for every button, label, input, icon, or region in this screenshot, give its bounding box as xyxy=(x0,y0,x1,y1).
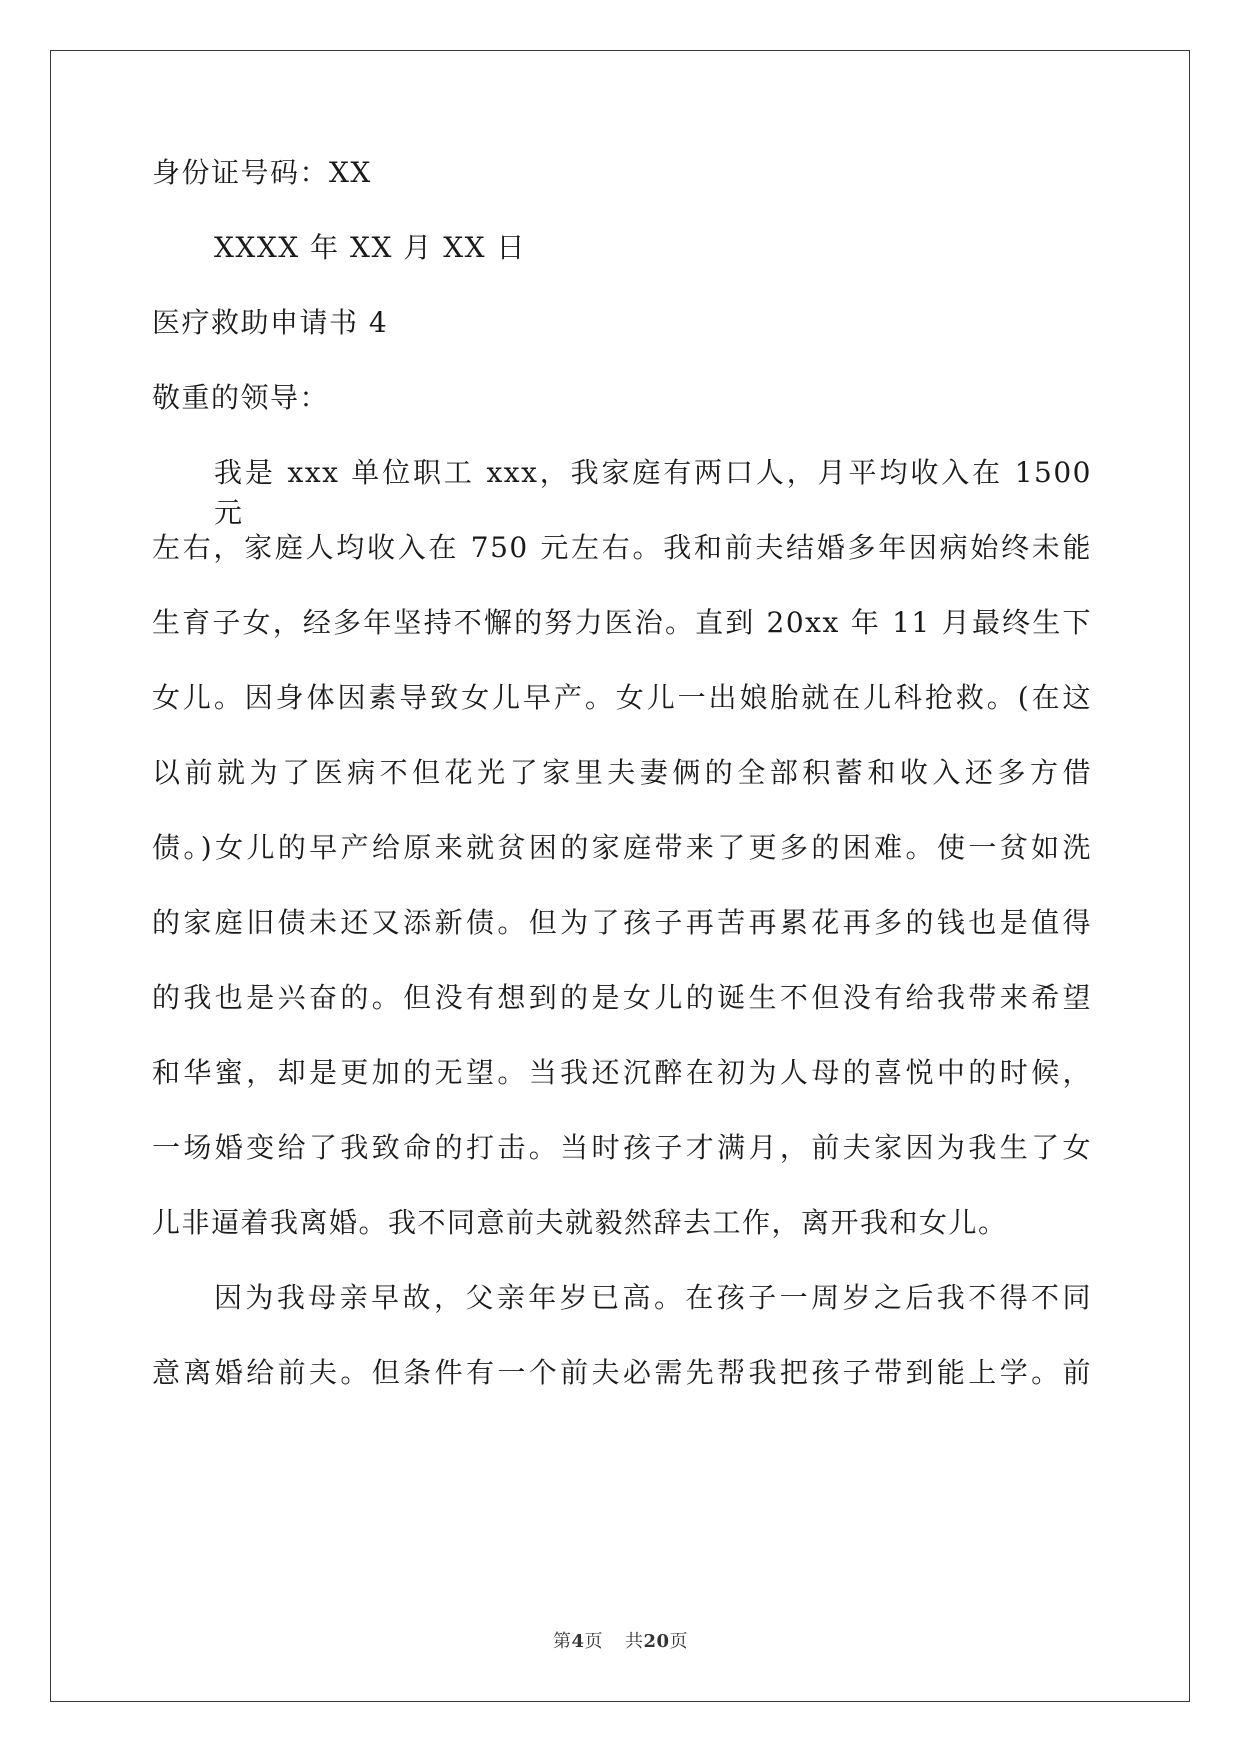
body-line: 的家庭旧债未还又添新债。但为了孩子再苦再累花再多的钱也是值得 xyxy=(152,906,1092,939)
page-border xyxy=(50,50,1190,1702)
date-line: XXXX 年 XX 月 XX 日 xyxy=(214,231,526,264)
footer-prefix: 第 xyxy=(552,1631,572,1652)
id-number-line: 身份证号码：XX xyxy=(152,156,372,189)
document-title: 医疗救助申请书 4 xyxy=(152,306,389,339)
body-line: 的我也是兴奋的。但没有想到的是女儿的诞生不但没有给我带来希望 xyxy=(152,981,1092,1014)
current-page-number: 4 xyxy=(571,1631,585,1652)
body-line: 因为我母亲早故，父亲年岁已高。在孩子一周岁之后我不得不同 xyxy=(214,1281,1092,1314)
body-line: 一场婚变给了我致命的打击。当时孩子才满月，前夫家因为我生了女 xyxy=(152,1131,1092,1164)
total-page-count: 20 xyxy=(643,1631,670,1652)
body-line: 儿非逼着我离婚。我不同意前夫就毅然辞去工作，离开我和女儿。 xyxy=(152,1206,1008,1239)
footer-page-unit: 页 xyxy=(584,1631,603,1652)
footer-total-prefix: 共 xyxy=(624,1631,644,1652)
body-line: 生育子女，经多年坚持不懈的努力医治。直到 20xx 年 11 月最终生下 xyxy=(152,606,1092,639)
body-line: 我是 xxx 单位职工 xxx，我家庭有两口人，月平均收入在 1500 元 xyxy=(214,456,1092,529)
body-line: 以前就为了医病不但花光了家里夫妻俩的全部积蓄和收入还多方借 xyxy=(152,756,1092,789)
footer-total-unit: 页 xyxy=(669,1631,689,1652)
salutation: 敬重的领导： xyxy=(152,381,330,414)
body-line: 左右，家庭人均收入在 750 元左右。我和前夫结婚多年因病始终未能 xyxy=(152,531,1092,564)
body-line: 意离婚给前夫。但条件有一个前夫必需先帮我把孩子带到能上学。前 xyxy=(152,1356,1092,1389)
body-line: 女儿。因身体因素导致女儿早产。女儿一出娘胎就在儿科抢救。(在这 xyxy=(152,681,1092,714)
body-line: 债。)女儿的早产给原来就贫困的家庭带来了更多的困难。使一贫如洗 xyxy=(152,831,1092,864)
page-footer xyxy=(0,1630,1241,1654)
body-line: 和华蜜，却是更加的无望。当我还沉醉在初为人母的喜悦中的时候， xyxy=(152,1056,1092,1089)
